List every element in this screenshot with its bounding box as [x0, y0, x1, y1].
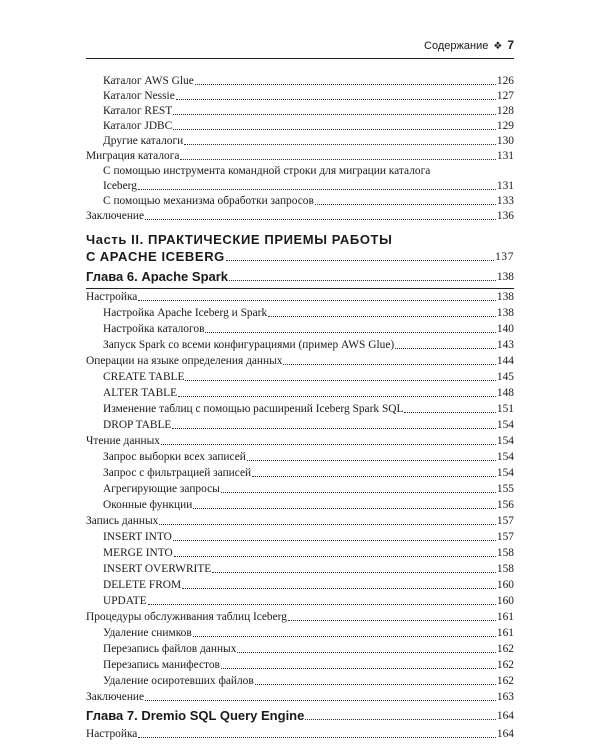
- header-title: Содержание: [424, 40, 489, 52]
- toc-entry[interactable]: [86, 482, 514, 496]
- toc-entry-page: 160: [496, 595, 514, 607]
- toc-entry[interactable]: [86, 194, 514, 208]
- toc-entry-page: 157: [496, 515, 514, 527]
- part-heading-line1: Часть II. ПРАКТИЧЕСКИЕ ПРИЕМЫ РАБОТЫ: [86, 232, 393, 247]
- toc-entry-page: 154: [496, 451, 514, 463]
- toc-entry[interactable]: [86, 209, 514, 223]
- chapter-heading-label: Глава 7. Dremio SQL Query Engine: [86, 708, 305, 723]
- toc-entry-page: 161: [496, 611, 514, 623]
- toc-entry[interactable]: [86, 306, 514, 320]
- part-heading-page: 137: [495, 251, 514, 263]
- toc-entry-label: Каталог JDBC: [103, 120, 173, 132]
- toc-entry-page: 158: [496, 563, 514, 575]
- toc-entry-label: С помощью инструмента командной строки для миграции каталога: [103, 165, 431, 177]
- toc-entry-page: 143: [496, 339, 514, 351]
- toc-entry[interactable]: [86, 514, 514, 528]
- chapter-heading-page: 138: [496, 271, 514, 283]
- toc-entry-label: CREATE TABLE: [103, 371, 185, 383]
- chapter-heading-page: 164: [496, 710, 514, 722]
- toc-entry-page: 154: [496, 419, 514, 431]
- toc-entry-page: 163: [496, 691, 514, 703]
- toc-entry-label: Каталог AWS Glue: [103, 75, 194, 87]
- toc-entry-page: 148: [496, 387, 514, 399]
- toc-entry[interactable]: [86, 434, 514, 448]
- toc-entry[interactable]: [86, 164, 514, 178]
- toc-entry[interactable]: [86, 119, 514, 133]
- toc-entry-label: С помощью механизма обработки запросов: [103, 195, 314, 207]
- toc-entry-page: 156: [496, 499, 514, 511]
- toc-entry-page: 133: [496, 195, 514, 207]
- part-heading-label: C APACHE ICEBERG: [86, 249, 225, 264]
- toc-entry-label: Запись данных: [86, 515, 159, 527]
- toc-entry[interactable]: [86, 610, 514, 624]
- toc-entry[interactable]: [86, 530, 514, 544]
- toc-entry-label: Оконные функции: [103, 499, 193, 511]
- toc-entry-label: Чтение данных: [86, 435, 160, 447]
- toc-entry-page: 138: [496, 307, 514, 319]
- part-heading-line2[interactable]: [86, 249, 514, 265]
- toc-entry-label: Миграция каталога: [86, 150, 180, 162]
- toc-entry-label: Перезапись манифестов: [103, 659, 220, 671]
- chapter-heading[interactable]: [86, 708, 514, 724]
- toc-entry[interactable]: [86, 402, 514, 416]
- toc-entry[interactable]: [86, 134, 514, 148]
- toc-entry-label: Удаление осиротевших файлов: [103, 675, 254, 687]
- toc-entry-label: Заключение: [86, 691, 145, 703]
- toc-entry[interactable]: [86, 546, 514, 560]
- toc-entry[interactable]: [86, 658, 514, 672]
- toc-entry-label: DELETE FROM: [103, 579, 182, 591]
- toc-entry[interactable]: [86, 690, 514, 704]
- toc-entry[interactable]: [86, 418, 514, 432]
- toc-entry-page: 158: [496, 547, 514, 559]
- toc-entry-page: 144: [496, 355, 514, 367]
- toc-entry-label: Операции на языке определения данных: [86, 355, 283, 367]
- toc-entry[interactable]: [86, 578, 514, 592]
- toc-entry-page: 145: [496, 371, 514, 383]
- toc-entry-label: Настройка Apache Iceberg и Spark: [103, 307, 268, 319]
- page-header: [86, 36, 514, 59]
- toc-entry-label: Запуск Spark со всеми конфигурациями (пример AWS Glue): [103, 339, 395, 351]
- toc-entry-label: Настройка каталогов: [103, 323, 205, 335]
- chapter-heading-label: Глава 6. Apache Spark: [86, 269, 229, 284]
- toc-entry[interactable]: [86, 626, 514, 640]
- toc-entry-page: 155: [496, 483, 514, 495]
- toc-entry-page: 136: [496, 210, 514, 222]
- toc-entry[interactable]: [86, 466, 514, 480]
- toc-entry-label: MERGE INTO: [103, 547, 173, 559]
- header-page-number: 7: [507, 38, 514, 52]
- toc-entry-label: UPDATE: [103, 595, 147, 607]
- toc-entry-page: 126: [496, 75, 514, 87]
- toc-entry-page: 151: [496, 403, 514, 415]
- toc-entry-label: Каталог REST: [103, 105, 173, 117]
- toc-entry-label: Процедуры обслуживания таблиц Iceberg: [86, 611, 287, 623]
- toc-entry-label: Другие каталоги: [103, 135, 184, 147]
- chapter-heading[interactable]: [86, 269, 514, 285]
- toc-entry[interactable]: [86, 322, 514, 336]
- toc-entry-label: Настройка: [86, 291, 138, 303]
- toc-entry-page: 130: [496, 135, 514, 147]
- toc-entry-page: 131: [496, 180, 514, 192]
- toc-entry[interactable]: [86, 354, 514, 368]
- header-group: [424, 38, 514, 52]
- toc-entry-page: 128: [496, 105, 514, 117]
- toc-entry-page: 138: [496, 291, 514, 303]
- toc-entry-label: Каталог Nessie: [103, 90, 175, 102]
- toc-entry[interactable]: [86, 149, 514, 163]
- toc-entry-page: 161: [496, 627, 514, 639]
- toc-entry-label: INSERT INTO: [103, 531, 172, 543]
- toc-entry-label: Запрос выборки всех записей: [103, 451, 246, 463]
- toc-entry-label: Настройка: [86, 728, 138, 740]
- toc-entry[interactable]: [86, 674, 514, 688]
- toc-entry[interactable]: [86, 450, 514, 464]
- toc-entry[interactable]: [86, 562, 514, 576]
- toc-entry-label: Запрос с фильтрацией записей: [103, 467, 252, 479]
- toc-entry-page: 127: [496, 90, 514, 102]
- toc-entry-page: 162: [496, 675, 514, 687]
- part-heading[interactable]: [86, 232, 514, 248]
- toc-entry-page: 162: [496, 659, 514, 671]
- toc-entry[interactable]: [86, 290, 514, 304]
- toc-entry[interactable]: [86, 338, 514, 352]
- toc-entry[interactable]: [86, 104, 514, 118]
- toc-entry-label: DROP TABLE: [103, 419, 172, 431]
- toc-entry-page: 164: [496, 728, 514, 740]
- toc-entry-page: 162: [496, 643, 514, 655]
- toc-entry-page: 131: [496, 150, 514, 162]
- toc-entry-page: 154: [496, 435, 514, 447]
- toc-entry-page: 154: [496, 467, 514, 479]
- toc-entry[interactable]: [86, 594, 514, 608]
- toc-entry[interactable]: [86, 89, 514, 103]
- chapter-divider: [86, 288, 514, 289]
- toc-entry-label: Заключение: [86, 210, 145, 222]
- toc-entry-label: Удаление снимков: [103, 627, 192, 639]
- diamond-icon: ❖: [493, 41, 503, 52]
- toc-entry[interactable]: [86, 74, 514, 88]
- toc-entry-label: Iceberg: [103, 180, 137, 192]
- toc-entry-label: Перезапись файлов данных: [103, 643, 237, 655]
- toc-entry[interactable]: [86, 642, 514, 656]
- toc-entry[interactable]: [86, 386, 514, 400]
- toc-entry-page: 140: [496, 323, 514, 335]
- toc-entry[interactable]: [86, 370, 514, 384]
- toc-entry-label: Изменение таблиц с помощью расширений Iceberg Spark SQL: [103, 403, 404, 415]
- toc-entry-label: ALTER TABLE: [103, 387, 178, 399]
- toc-entry-page: 129: [496, 120, 514, 132]
- toc-entry[interactable]: [86, 498, 514, 512]
- toc-entry-label: Агрегирующие запросы: [103, 483, 220, 495]
- toc-entry-label: INSERT OVERWRITE: [103, 563, 212, 575]
- toc-entry[interactable]: [86, 727, 514, 741]
- toc-entry-page: 160: [496, 579, 514, 591]
- toc-entry[interactable]: [86, 179, 514, 193]
- toc-entry-page: 157: [496, 531, 514, 543]
